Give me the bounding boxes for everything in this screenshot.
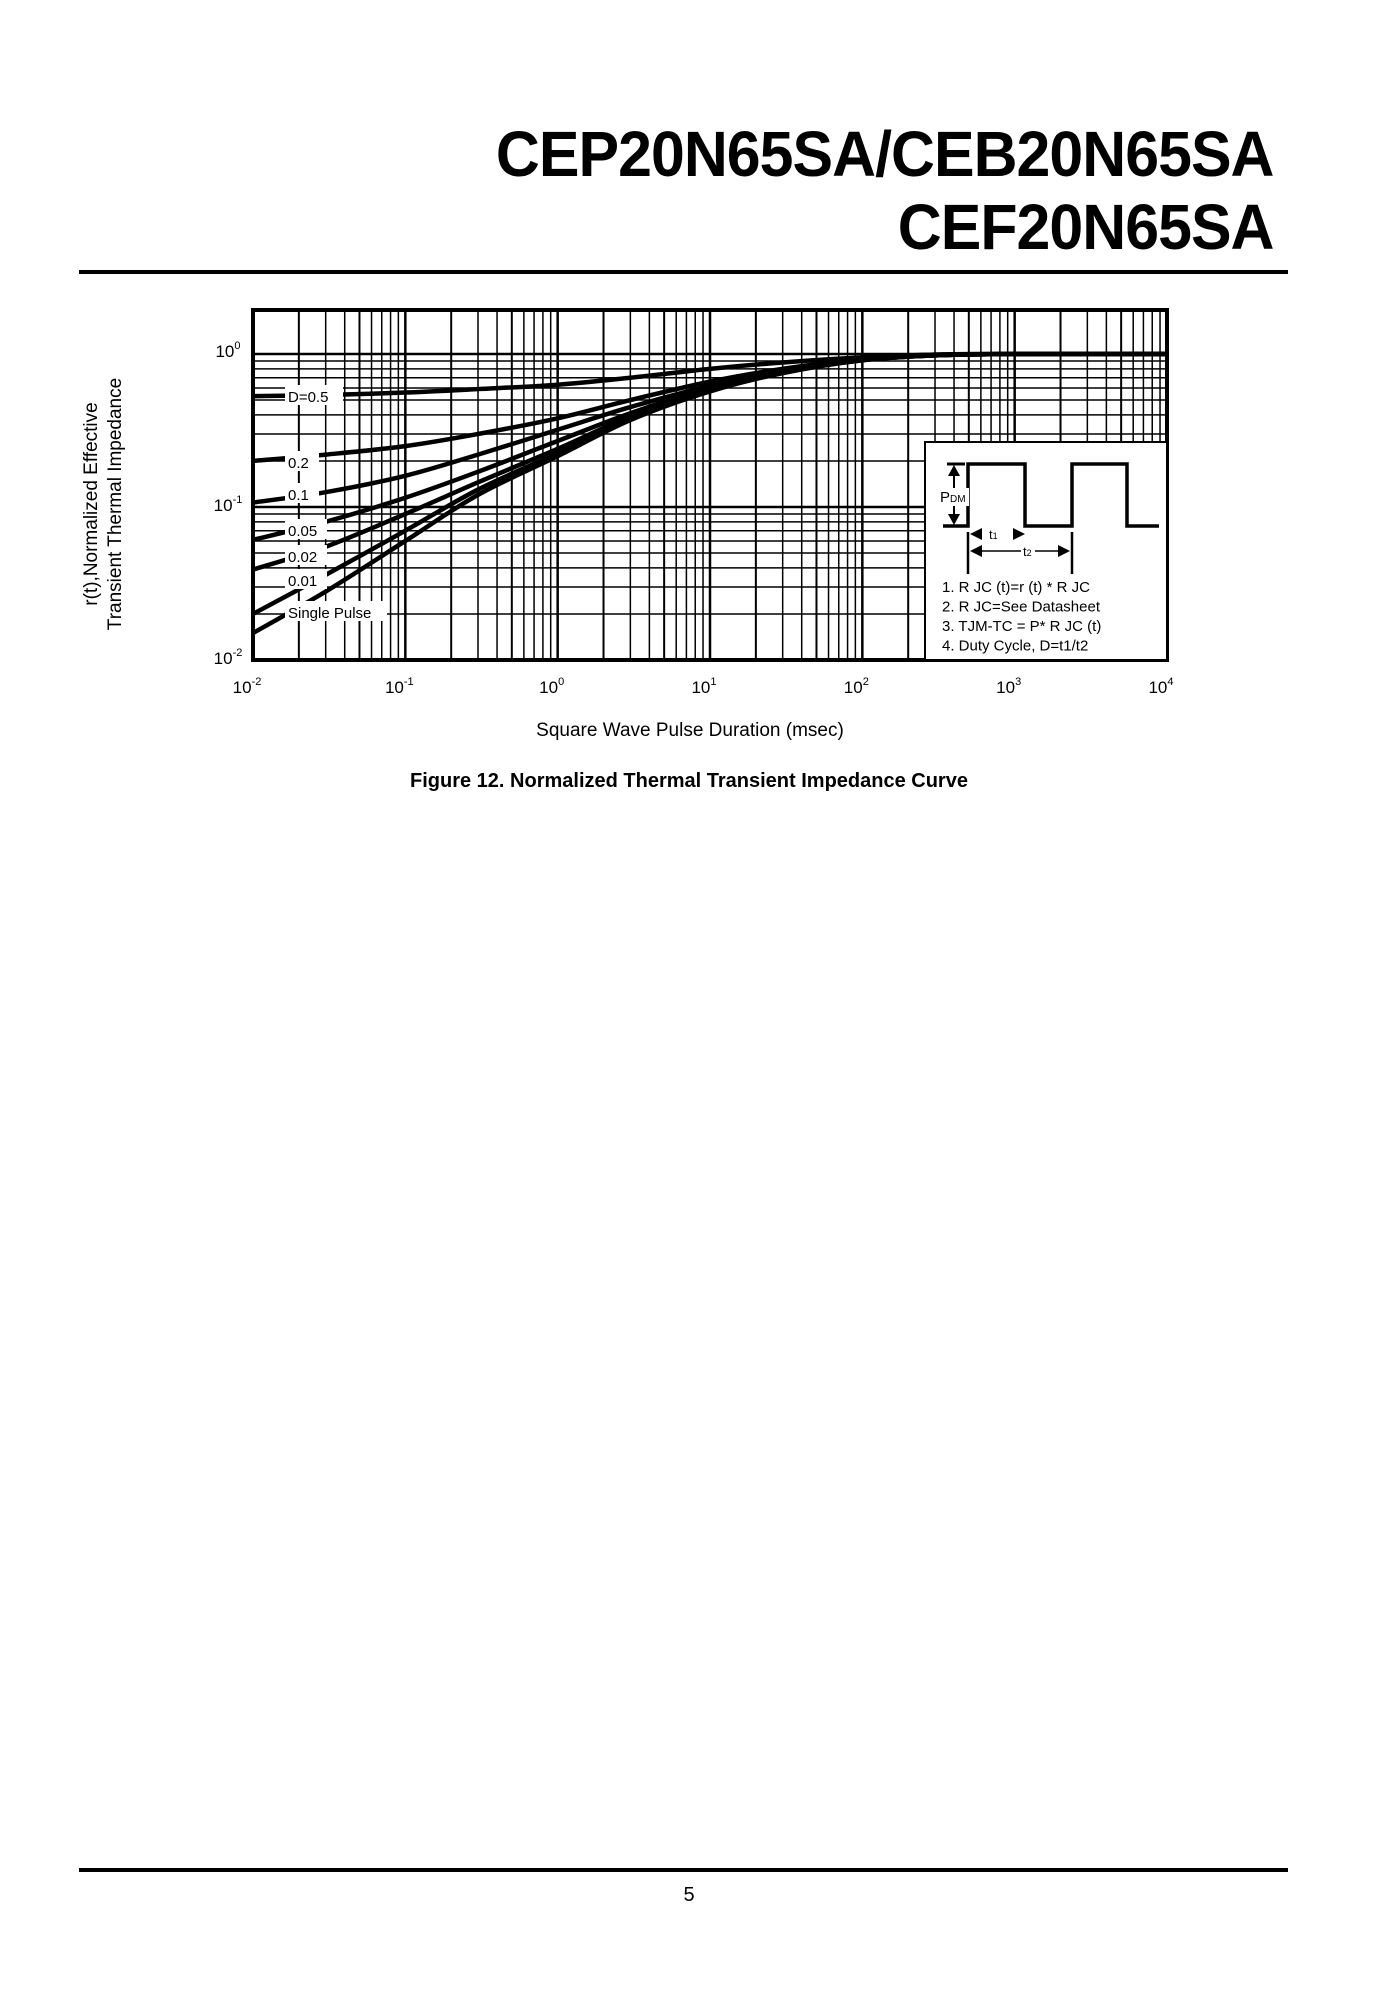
- duty-cycle-inset: [925, 442, 1167, 660]
- x-axis-title: Square Wave Pulse Duration (msec): [536, 720, 844, 741]
- curve-label-text: 0.2: [288, 455, 309, 472]
- y-tick-label: $10^0$: [215, 340, 241, 361]
- y-axis-title: [80, 344, 128, 664]
- curve-label: [285, 451, 319, 472]
- x-tick-label: $10^{-1}$: [384, 676, 414, 697]
- page-title-line2: CEF20N65SA: [897, 191, 1273, 263]
- curve-label-text: Single Pulse: [288, 605, 372, 622]
- inset-note: 3. TJM-TC = P* R JC (t): [942, 618, 1102, 635]
- page-number: 5: [683, 1884, 695, 1906]
- curve-label: [285, 601, 387, 622]
- x-tick-label: $10^2$: [843, 676, 869, 697]
- curve-label: [285, 545, 327, 566]
- pdm-label: PDM: [940, 489, 966, 506]
- curve-label-text: 0.01: [288, 573, 318, 590]
- curve-label-text: 0.05: [288, 523, 318, 540]
- curve-label-text: 0.1: [288, 487, 309, 504]
- x-tick-label: $10^3$: [996, 676, 1022, 697]
- footer-rule: [79, 1868, 1288, 1872]
- x-tick-label: $10^{-2}$: [232, 676, 262, 697]
- y-tick-label: $10^{-2}$: [213, 647, 243, 668]
- curve-label-text: D=0.5: [288, 389, 329, 406]
- inset-note: 2. R JC=See Datasheet: [942, 598, 1101, 616]
- t2-label: t2: [1023, 544, 1032, 559]
- curve-label: [285, 483, 319, 504]
- t1-label: t1: [989, 527, 998, 542]
- inset-note: 1. R JC (t)=r (t) * R JC: [942, 579, 1090, 596]
- x-tick-label: $10^4$: [1148, 676, 1174, 697]
- y-axis-title-line1: r(t),Normalized Effective: [81, 402, 102, 606]
- curve-label: [285, 519, 327, 540]
- curve-label: [285, 569, 327, 590]
- y-tick-label: $10^{-1}$: [213, 494, 243, 515]
- x-tick-label: $10^1$: [691, 676, 717, 697]
- curve-label: [285, 385, 343, 406]
- figure-caption: Figure 12. Normalized Thermal Transient Impedance Curve: [410, 770, 968, 792]
- inset-note: 4. Duty Cycle, D=t1/t2: [942, 637, 1089, 655]
- page-title-line1: CEP20N65SA/CEB20N65SA: [495, 118, 1273, 190]
- x-tick-label: $10^0$: [539, 676, 565, 697]
- thermal-impedance-chart: [0, 0, 1378, 760]
- y-axis-title-line2: Transient Thermal Impedance: [105, 377, 126, 631]
- curve-label-text: 0.02: [288, 549, 318, 566]
